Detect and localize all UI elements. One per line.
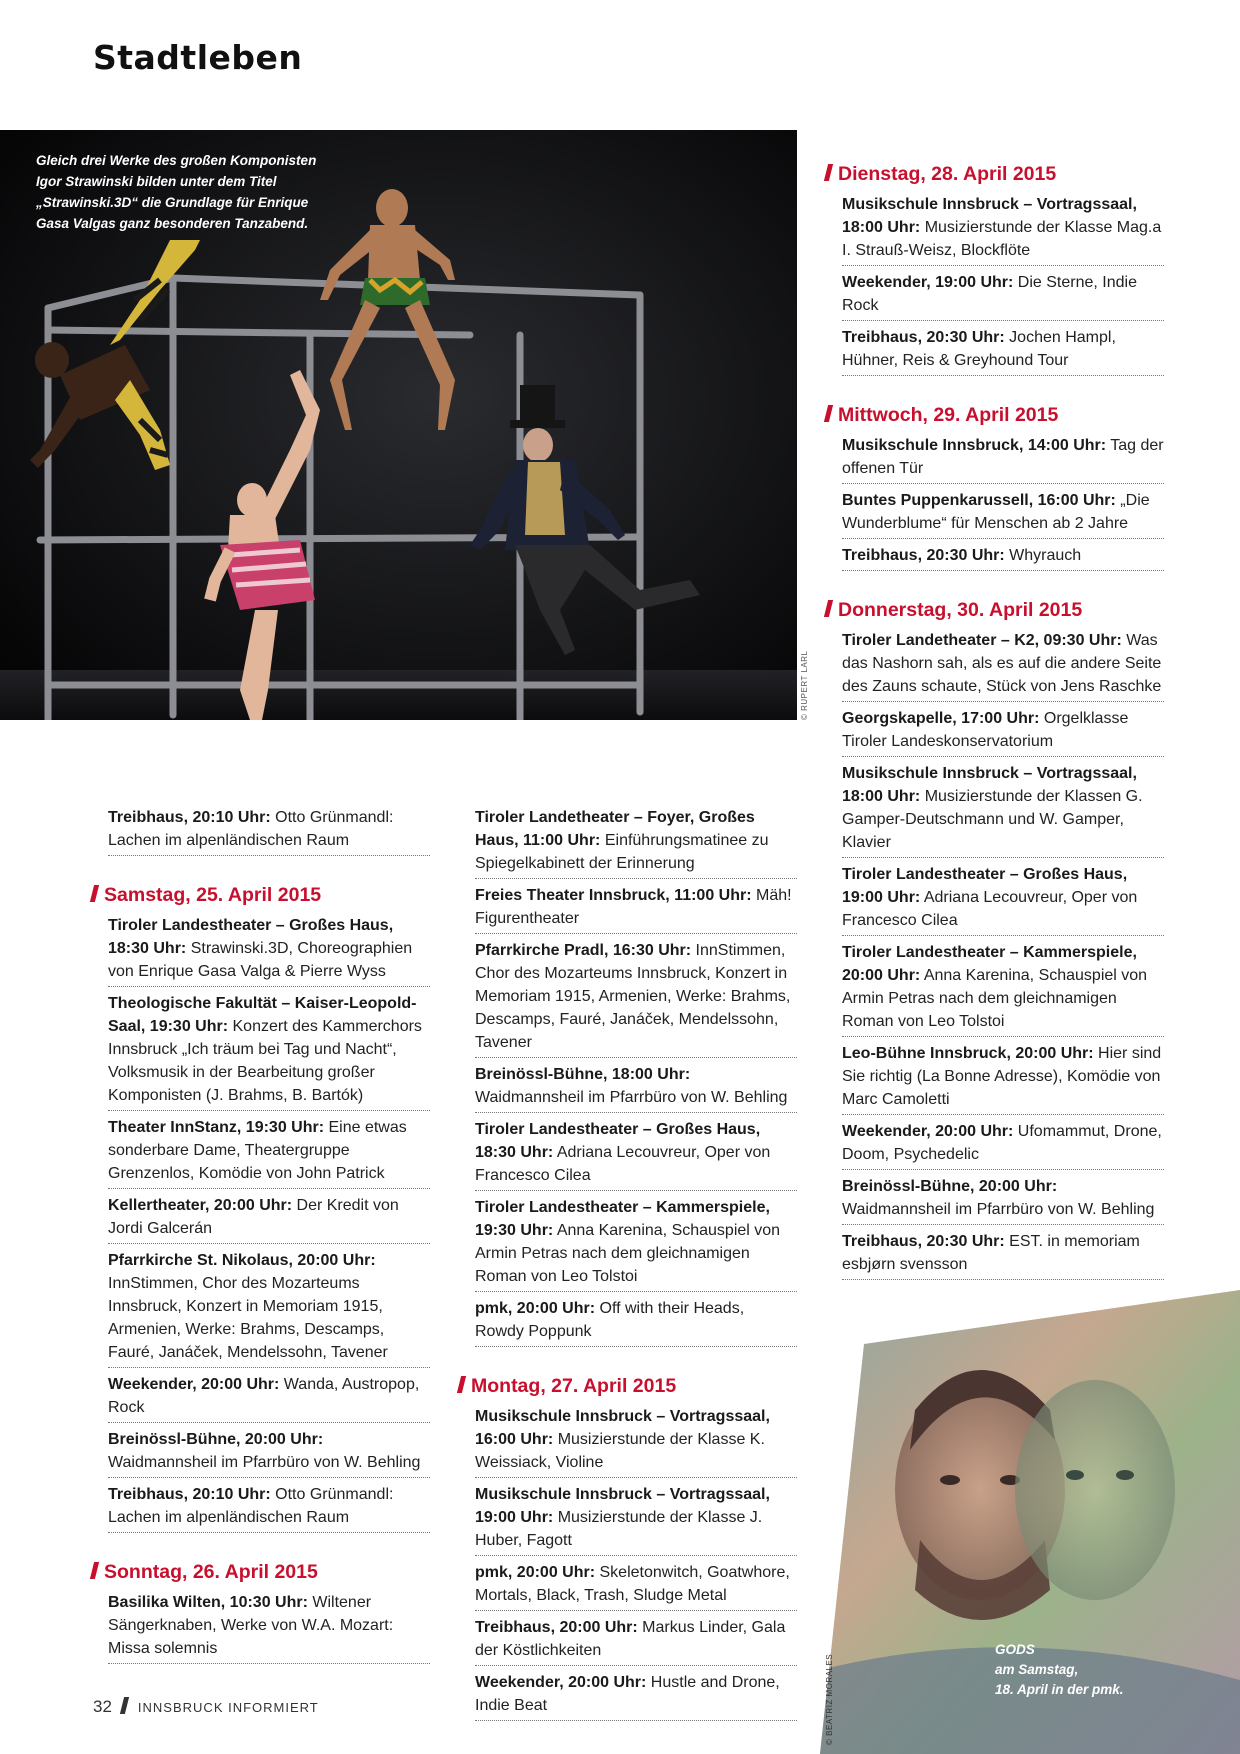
event-description: InnStimmen, Chor des Mozarteums Innsbruck, Konzert in Memoriam 1915, Armenien, Werke: Brahms, Descamps, Fauré, Janáček, Mendelssohn, Tavener [108,1275,388,1361]
event-description: Einführungsmatinee zu Spiegelkabinett der Erinnerung [475,832,769,872]
event-venue-time: Treibhaus, 20:30 Uhr: [842,547,1005,564]
event-venue-time: Theater InnStanz, 19:30 Uhr: [108,1119,325,1136]
event-description: Waidmannsheil im Pfarrbüro von W. Behling [842,1201,1155,1218]
event-venue-time: Tiroler Landestheater – Kammerspiele, 20:00 Uhr: [842,944,1137,984]
day-heading [826,402,1164,428]
event-venue-time: Treibhaus, 20:10 Uhr: [108,1486,271,1503]
day-heading [826,597,1164,623]
day-heading-marker [824,164,833,181]
event-venue-time: Musikschule Innsbruck – Vortragssaal, 16:00 Uhr: [475,1408,770,1448]
event-description: Der Kredit von Jordi Galcerán [108,1197,399,1237]
page-number: 32 [93,1697,112,1716]
event-venue-time: Pfarrkirche St. Nikolaus, 20:00 Uhr: [108,1252,376,1269]
day-heading-marker [824,405,833,422]
day-heading-marker [90,885,99,902]
event-description: Markus Linder, Gala der Köstlichkeiten [475,1619,786,1659]
event-entry [842,432,1164,484]
event-entry [842,1228,1164,1280]
event-entry [475,1481,797,1556]
event-entry [475,1403,797,1478]
day-heading-text: Dienstag, 28. April 2015 [838,163,1057,185]
event-venue-time: Buntes Puppenkarussell, 16:00 Uhr: [842,492,1116,509]
day-heading-text: Donnerstag, 30. April 2015 [838,599,1083,621]
event-entry [842,1118,1164,1170]
event-venue-time: Kellertheater, 20:00 Uhr: [108,1197,293,1214]
event-description: Musizierstunde der Klasse Mag.a I. Strauß-Weisz, Blockflöte [842,219,1162,259]
event-venue-time: Weekender, 20:00 Uhr: [108,1376,280,1393]
event-entry [475,1614,797,1666]
day-heading-text: Montag, 27. April 2015 [471,1375,677,1397]
event-description: InnStimmen, Chor des Mozarteums Innsbruck, Konzert in Memoriam 1915, Armenien, Werke: Brahms, Descamps, Fauré, Janáček, Mendelssohn, Tavener [475,942,791,1051]
event-venue-time: Weekender, 20:00 Uhr: [842,1123,1014,1140]
day-heading-text: Samstag, 25. April 2015 [104,884,322,906]
event-description: Anna Karenina, Schauspiel von Armin Petras nach dem gleichnamigen Roman von Leo Tolstoi [475,1222,781,1285]
day-heading [459,1373,797,1399]
event-venue-time: Breinössl-Bühne, 20:00 Uhr: [842,1178,1058,1195]
event-description: „Die Wunderblume“ für Menschen ab 2 Jahre [842,492,1150,532]
event-entry [108,1481,430,1533]
events-column-2 [471,804,797,1724]
gods-caption-title: GODS [995,1642,1035,1657]
page-footer [93,1697,319,1717]
photo-credit: © RUPERT LARL [800,650,809,720]
event-description: Waidmannsheil im Pfarrbüro von W. Behling [475,1089,788,1106]
event-venue-time: Tiroler Landestheater – Großes Haus, 18:30 Uhr: [475,1121,761,1161]
event-entry [108,804,430,856]
event-venue-time: Pfarrkirche Pradl, 16:30 Uhr: [475,942,692,959]
event-description: Adriana Lecouvreur, Oper von Francesco Cilea [475,1144,771,1184]
event-venue-time: pmk, 20:00 Uhr: [475,1300,596,1317]
event-venue-time: Georgskapelle, 17:00 Uhr: [842,710,1040,727]
event-description: Ufomammut, Drone, Doom, Psychedelic [842,1123,1162,1163]
event-description: Waidmannsheil im Pfarrbüro von W. Behling [108,1454,421,1471]
event-description: Tag der offenen Tür [842,437,1164,477]
events-column-1 [104,804,430,1667]
event-description: Mäh! Figurentheater [475,887,792,927]
event-venue-time: Musikschule Innsbruck – Vortragssaal, 19:00 Uhr: [475,1486,770,1526]
gods-caption-venue: 18. April in der pmk. [995,1682,1124,1697]
event-description: Wanda, Austropop, Rock [108,1376,420,1416]
event-entry [842,1040,1164,1115]
event-entry [108,1589,430,1664]
event-description: Otto Grünmandl: Lachen im alpenländischen Raum [108,1486,394,1526]
event-entry [475,1194,797,1292]
event-entry [108,1426,430,1478]
dance-photo [0,130,797,720]
event-venue-time: Treibhaus, 20:30 Uhr: [842,1233,1005,1250]
event-entry [842,269,1164,321]
event-entry [475,1669,797,1721]
event-venue-time: Freies Theater Innsbruck, 11:00 Uhr: [475,887,752,904]
event-venue-time: Breinössl-Bühne, 18:00 Uhr: [475,1066,691,1083]
event-entry [842,487,1164,539]
day-heading-text: Sonntag, 26. April 2015 [104,1561,318,1583]
gods-photo-credit: © BEATRIZ MORALES [825,1653,834,1745]
event-entry [842,191,1164,266]
event-entry [842,324,1164,376]
day-heading [92,1559,430,1585]
event-entry [842,542,1164,571]
day-heading-text: Mittwoch, 29. April 2015 [838,404,1059,426]
event-entry [475,1116,797,1191]
day-heading-marker [457,1376,466,1393]
day-heading [826,161,1164,187]
event-entry [842,627,1164,702]
event-venue-time: Musikschule Innsbruck – Vortragssaal, 18:00 Uhr: [842,765,1137,805]
event-venue-time: Basilika Wilten, 10:30 Uhr: [108,1594,308,1611]
event-description: Eine etwas sonderbare Dame, Theatergruppe Grenzenlos, Komödie von John Patrick [108,1119,407,1182]
event-description: Whyrauch [1004,547,1082,564]
event-description: Otto Grünmandl: Lachen im alpenländischen Raum [108,809,394,849]
event-entry [108,912,430,987]
event-description: Musizierstunde der Klassen G. Gamper-Deutschmann und W. Gamper, Klavier [842,788,1143,851]
event-description: Was das Nashorn sah, als es auf die andere Seite des Zauns schaute, Stück von Jens Raschke [842,632,1162,695]
footer-slash [120,1697,129,1714]
event-description: Musizierstunde der Klasse J. Huber, Fagott [475,1509,763,1549]
event-venue-time: Breinössl-Bühne, 20:00 Uhr: [108,1431,324,1448]
event-description: Anna Karenina, Schauspiel von Armin Petras nach dem gleichnamigen Roman von Leo Tolstoi [842,967,1148,1030]
event-entry [475,804,797,879]
event-entry [475,937,797,1058]
event-venue-time: pmk, 20:00 Uhr: [475,1564,596,1581]
day-heading-marker [824,600,833,617]
event-venue-time: Treibhaus, 20:10 Uhr: [108,809,271,826]
events-column-3 [838,161,1164,1283]
event-entry [475,1061,797,1113]
day-heading-marker [90,1562,99,1579]
event-entry [475,1295,797,1347]
event-venue-time: Tiroler Landestheater – Großes Haus, 18:30 Uhr: [108,917,394,957]
event-entry [842,760,1164,858]
day-heading [92,882,430,908]
event-description: Musizierstunde der Klasse K. Weissiack, Violine [475,1431,765,1471]
event-venue-time: Leo-Bühne Innsbruck, 20:00 Uhr: [842,1045,1094,1062]
gods-caption [995,1640,1124,1700]
event-entry [475,882,797,934]
event-entry [108,1371,430,1423]
event-description: Hier sind Sie richtig (La Bonne Adresse), Komödie von Marc Camoletti [842,1045,1162,1108]
event-venue-time: Weekender, 19:00 Uhr: [842,274,1014,291]
gods-caption-day: am Samstag, [995,1662,1079,1677]
event-venue-time: Theologische Fakultät – Kaiser-Leopold-Saal, 19:30 Uhr: [108,995,417,1035]
event-description: EST. in memoriam esbjørn svensson [842,1233,1140,1273]
event-description: Strawinski.3D, Choreographien von Enrique Gasa Valga & Pierre Wyss [108,940,413,980]
page-title: Stadtleben [93,38,303,77]
event-description: Hustle and Drone, Indie Beat [475,1674,780,1714]
event-entry [842,861,1164,936]
event-entry [108,1247,430,1368]
event-venue-time: Tiroler Landetheater – K2, 09:30 Uhr: [842,632,1122,649]
event-description: Orgelklasse Tiroler Landeskonservatorium [842,710,1129,750]
event-venue-time: Tiroler Landestheater – Kammerspiele, 19:30 Uhr: [475,1199,770,1239]
event-description: Off with their Heads, Rowdy Poppunk [475,1300,745,1340]
event-description: Konzert des Kammerchors Innsbruck „Ich träum bei Tag und Nacht“, Volksmusik in der Bearbeitung großer Komponisten (J. Brahms, B. Bartók) [108,1018,422,1104]
event-entry [108,1192,430,1244]
event-description: Wiltener Sängerknaben, Werke von W.A. Mozart: Missa solemnis [108,1594,394,1657]
event-venue-time: Weekender, 20:00 Uhr: [475,1674,647,1691]
event-description: Adriana Lecouvreur, Oper von Francesco Cilea [842,889,1138,929]
event-entry [108,1114,430,1189]
event-venue-time: Treibhaus, 20:00 Uhr: [475,1619,638,1636]
event-entry [842,705,1164,757]
event-description: Jochen Hampl, Hühner, Reis & Greyhound Tour [842,329,1116,369]
event-entry [108,990,430,1111]
event-venue-time: Tiroler Landestheater – Großes Haus, 19:00 Uhr: [842,866,1128,906]
magazine-name: INNSBRUCK INFORMIERT [137,1700,319,1715]
event-venue-time: Musikschule Innsbruck, 14:00 Uhr: [842,437,1107,454]
photo-caption: Gleich drei Werke des großen Komponisten Igor Strawinski bilden unter dem Titel „Strawinski.3D“ die Grundlage für Enrique Gasa Valgas ganz besonderen Tanzabend. [36,153,317,231]
event-entry [842,1173,1164,1225]
event-venue-time: Treibhaus, 20:30 Uhr: [842,329,1005,346]
event-entry [842,939,1164,1037]
event-venue-time: Musikschule Innsbruck – Vortragssaal, 18:00 Uhr: [842,196,1137,236]
event-entry [475,1559,797,1611]
event-venue-time: Tiroler Landetheater – Foyer, Großes Haus, 11:00 Uhr: [475,809,755,849]
event-description: Die Sterne, Indie Rock [842,274,1137,314]
event-description: Skeletonwitch, Goatwhore, Mortals, Black, Trash, Sludge Metal [475,1564,790,1604]
